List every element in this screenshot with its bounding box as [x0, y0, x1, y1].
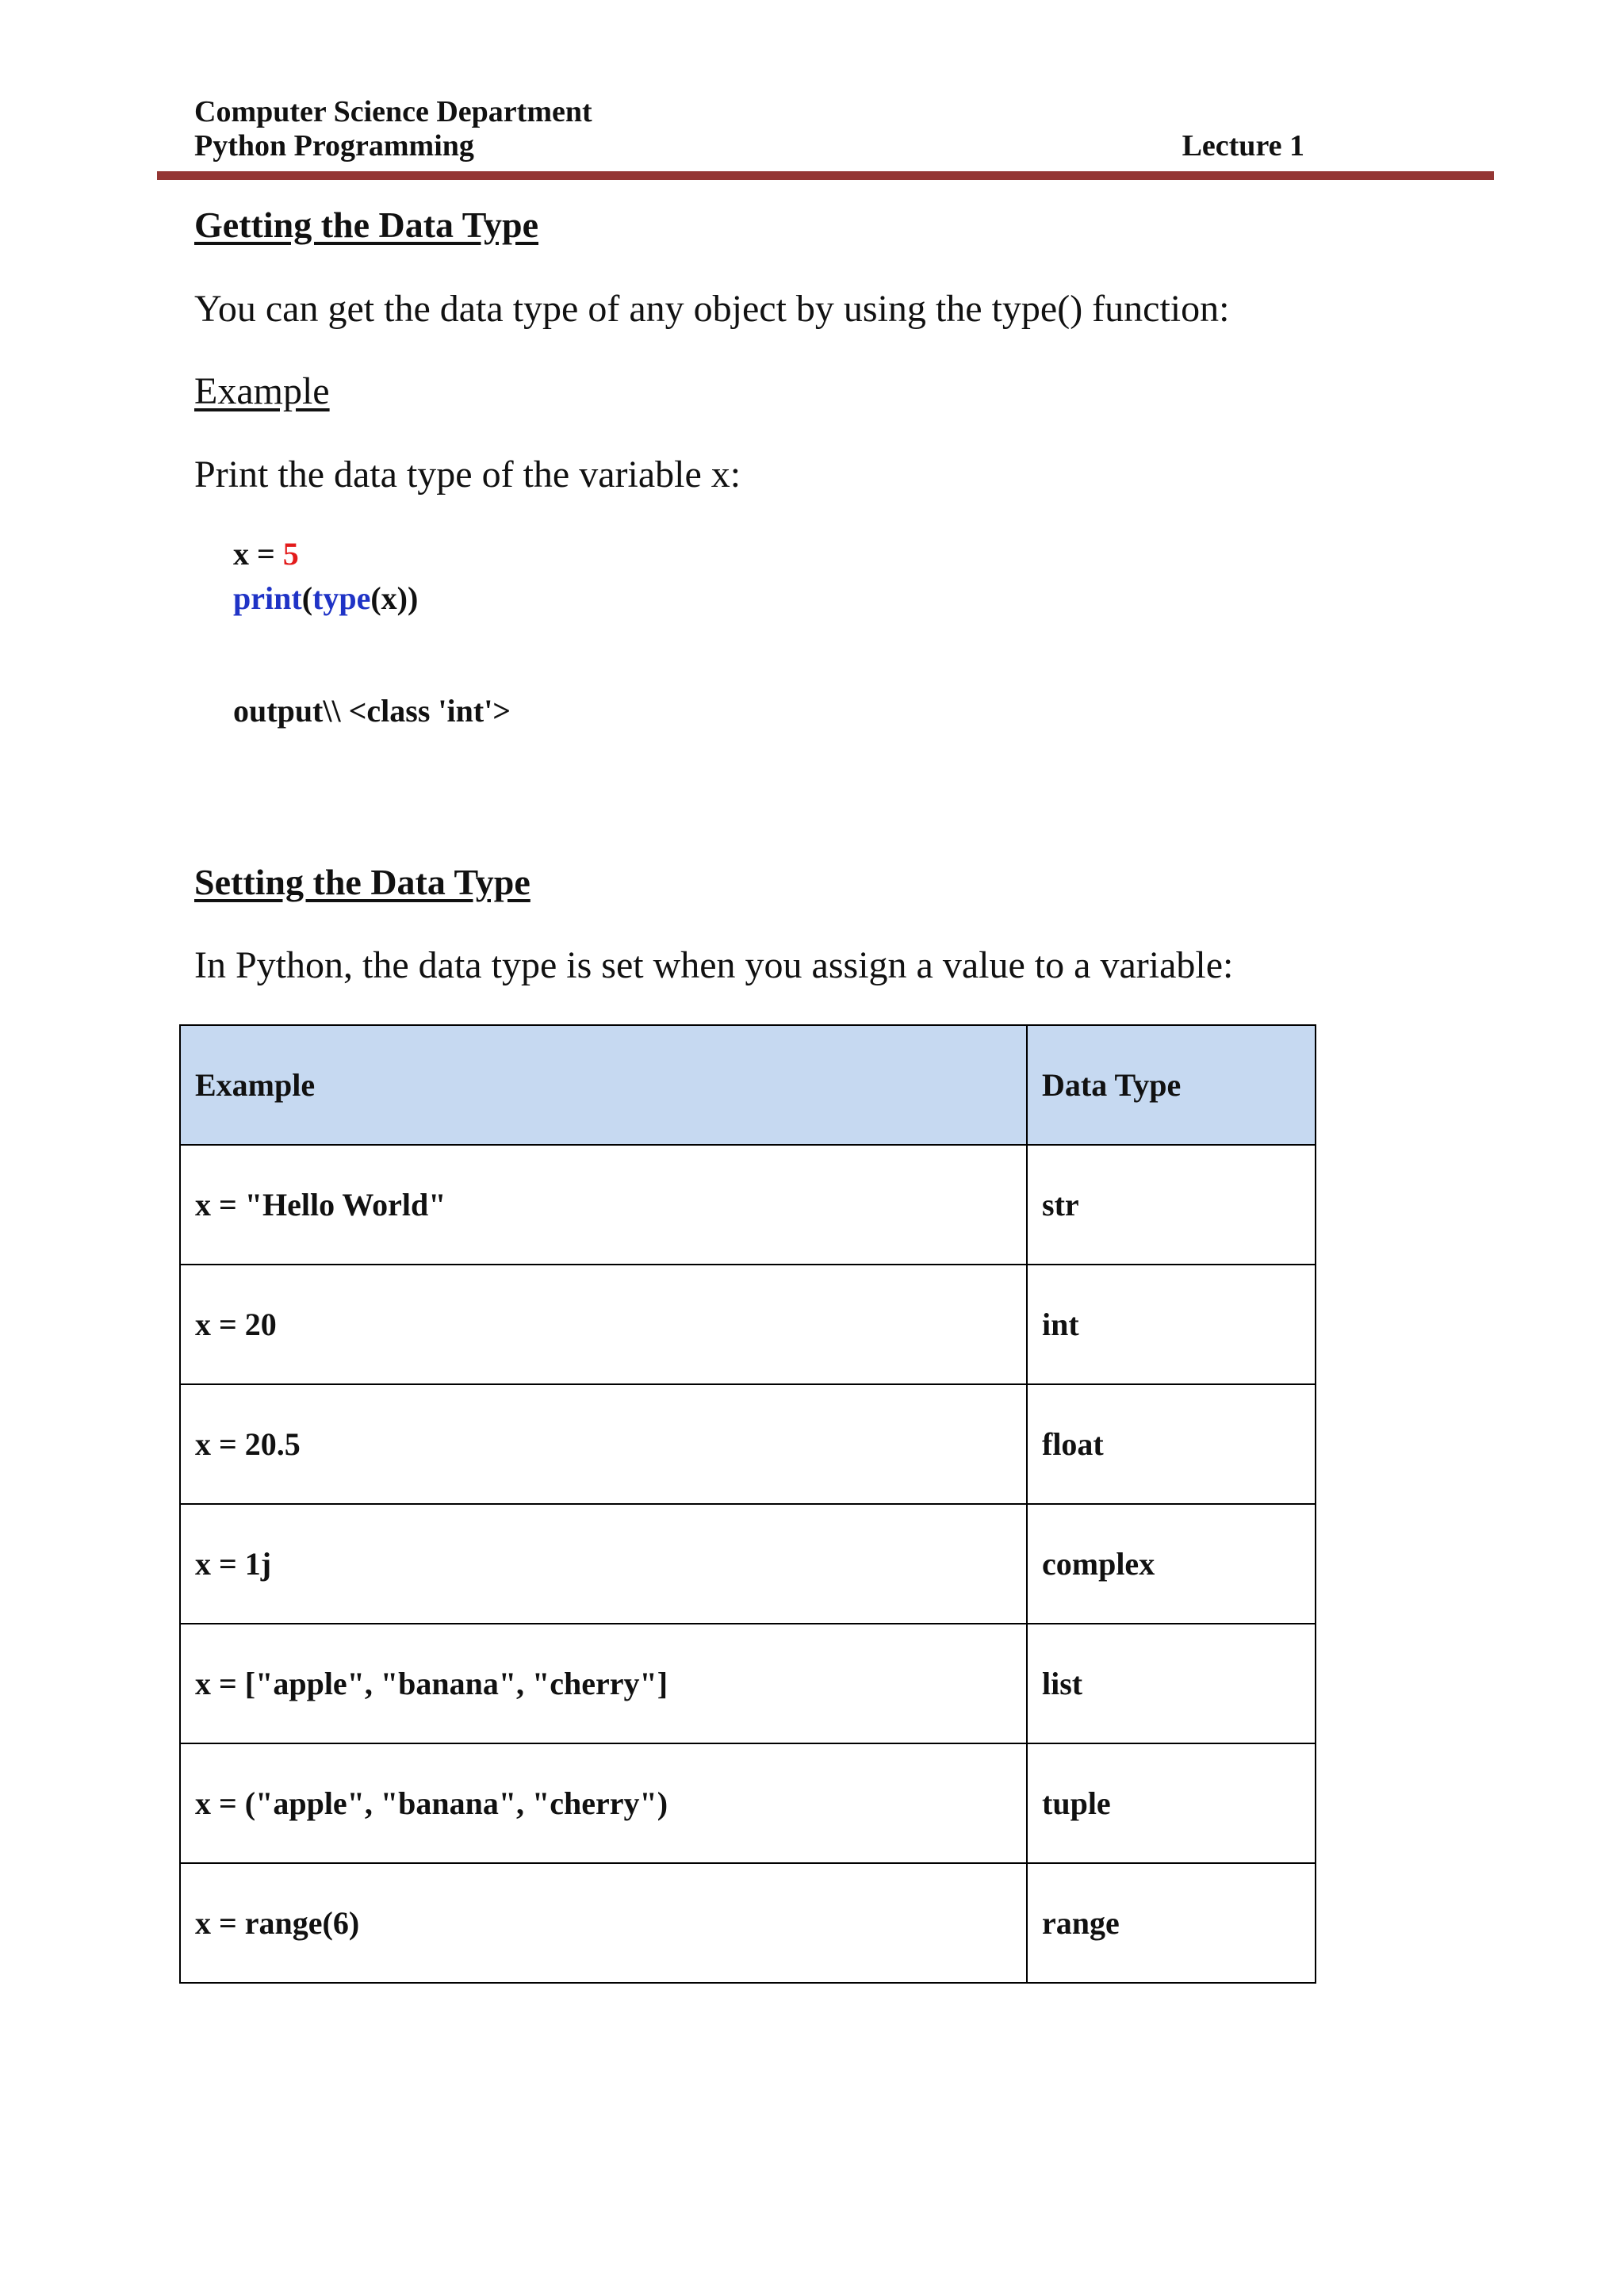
example-description: Print the data type of the variable x:	[194, 453, 741, 496]
table-cell-data-type: str	[1027, 1145, 1316, 1265]
table-cell-data-type: float	[1027, 1384, 1316, 1504]
example-label: Example	[194, 370, 330, 412]
table-row	[180, 1504, 1316, 1624]
table-row	[180, 1384, 1316, 1504]
table-cell-data-type: int	[1027, 1265, 1316, 1384]
code-assign-prefix: x =	[233, 536, 283, 572]
code-type-function: type	[312, 580, 371, 616]
section2-intro: In Python, the data type is set when you assign a value to a variable:	[194, 944, 1234, 986]
table-cell-example: x = ["apple", "banana", "cherry"]	[180, 1624, 1027, 1743]
code-open-paren: (	[301, 580, 313, 616]
table-cell-example: x = 1j	[180, 1504, 1027, 1624]
table-row	[180, 1265, 1316, 1384]
table-row	[180, 1863, 1316, 1983]
header-divider	[157, 171, 1494, 180]
page-header	[194, 95, 1304, 163]
code-line-print	[233, 580, 418, 617]
section-heading-getting-data-type: Getting the Data Type	[194, 205, 538, 245]
code-line-assign	[233, 536, 299, 572]
table-header-row	[180, 1025, 1316, 1145]
table-cell-data-type: tuple	[1027, 1743, 1316, 1863]
table-cell-example: x = 20	[180, 1265, 1027, 1384]
section-heading-setting-data-type: Setting the Data Type	[194, 862, 530, 902]
header-lecture: Lecture 1	[1182, 129, 1304, 163]
header-department: Computer Science Department	[194, 95, 592, 128]
data-types-table	[179, 1024, 1316, 1984]
table-row	[180, 1145, 1316, 1265]
table-cell-example: x = "Hello World"	[180, 1145, 1027, 1265]
table-row	[180, 1624, 1316, 1743]
code-number-literal: 5	[282, 536, 299, 572]
table-cell-data-type: range	[1027, 1863, 1316, 1983]
code-args: (x))	[370, 580, 419, 616]
header-course: Python Programming	[194, 129, 474, 163]
table-cell-data-type: list	[1027, 1624, 1316, 1743]
table-row	[180, 1743, 1316, 1863]
code-print-function: print	[233, 580, 302, 616]
table-header-example: Example	[180, 1025, 1027, 1145]
table-cell-example: x = 20.5	[180, 1384, 1027, 1504]
section1-intro: You can get the data type of any object by using the type() function:	[194, 288, 1230, 330]
table-cell-example: x = range(6)	[180, 1863, 1027, 1983]
table-header-data-type: Data Type	[1027, 1025, 1316, 1145]
code-output: output\\ <class 'int'>	[233, 693, 511, 729]
table-cell-data-type: complex	[1027, 1504, 1316, 1624]
table-cell-example: x = ("apple", "banana", "cherry")	[180, 1743, 1027, 1863]
